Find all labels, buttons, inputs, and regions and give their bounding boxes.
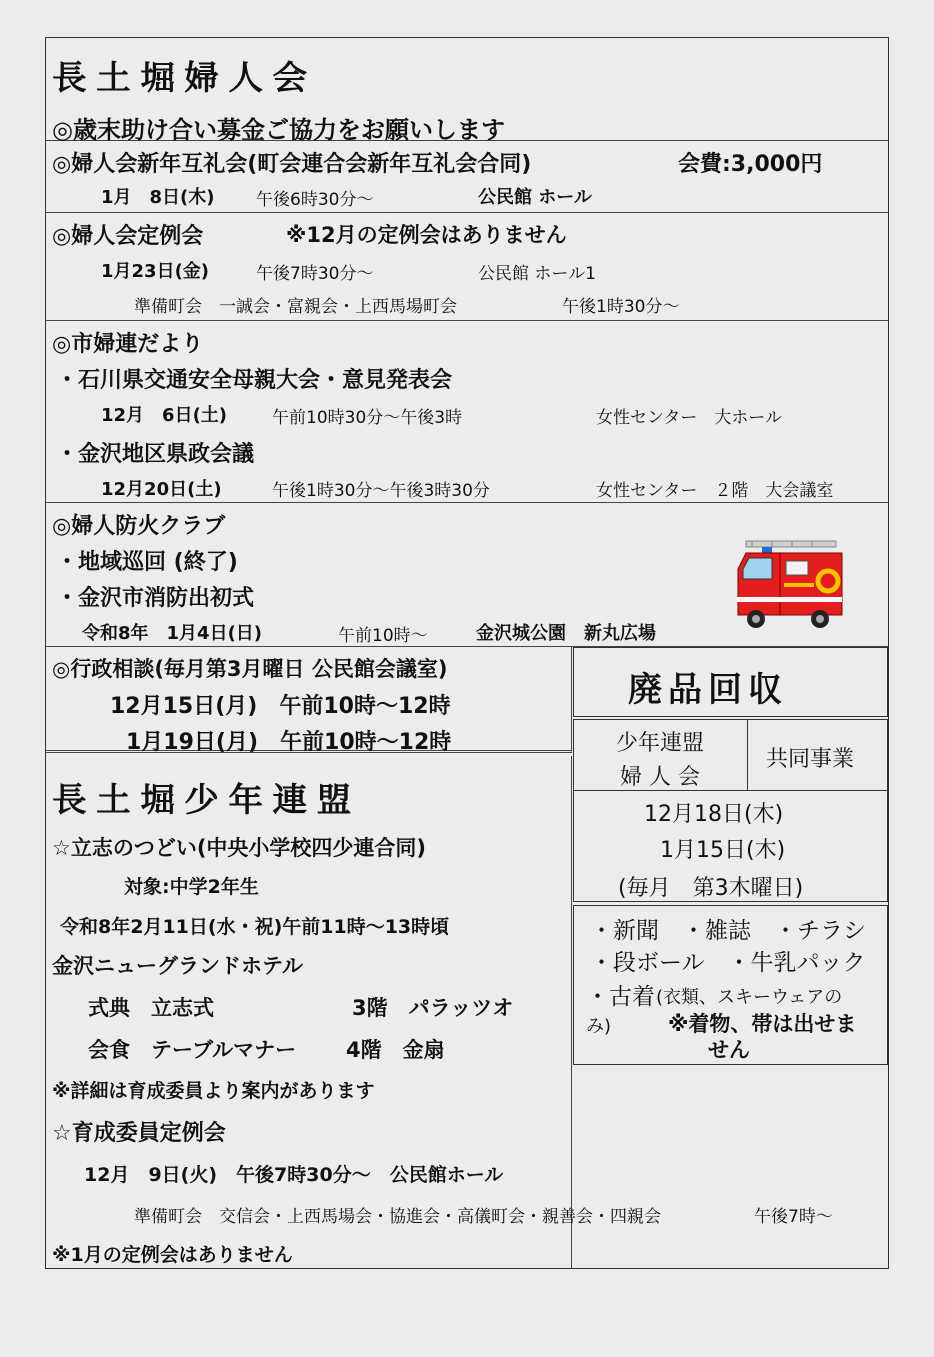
newyear-date: 1月 8日(木)	[101, 187, 215, 208]
haihin-items-line4a: み)	[586, 1016, 612, 1037]
fire-item2-date: 令和8年 1月4日(日)	[82, 623, 263, 644]
haihin-items-line1: ・新聞 ・雑誌 ・チラシ	[590, 918, 866, 944]
consult-date1: 12月15日(月) 午前10時〜12時	[110, 694, 451, 719]
regular-prep-time: 午後1時30分〜	[562, 297, 680, 317]
event1-ceremony-label: 式典 立志式	[88, 996, 214, 1020]
shifuren-item1-time: 午前10時30分〜午後3時	[272, 408, 463, 428]
shifuren-item1-place: 女性センター 大ホール	[596, 408, 782, 428]
haihin-date2: 1月15日(木)	[660, 838, 786, 863]
fire-item2-time: 午前10時〜	[338, 626, 428, 646]
haihin-title-box	[573, 647, 888, 717]
fire-item1: ・地域巡回 (終了)	[56, 550, 238, 575]
fujinkai-title: 長土堀婦人会	[52, 58, 317, 97]
haihin-joint-box	[747, 719, 888, 791]
shifuren-item2-date: 12月20日(土)	[101, 479, 222, 500]
haihin-items-box	[573, 905, 888, 1065]
fire-club-section	[46, 503, 888, 647]
haihin-rule: (毎月 第3木曜日)	[618, 876, 804, 901]
haihin-items-line4b: ※着物、帯は出せま	[668, 1012, 857, 1036]
event1-note: ※詳細は育成委員より案内があります	[52, 1080, 375, 1102]
shifuren-item2: ・金沢地区県政会議	[56, 442, 255, 467]
haihin-orgs-box	[573, 719, 748, 791]
event1-dinner-place: 4階 金扇	[346, 1038, 445, 1062]
shifuren-item2-time: 午後1時30分〜午後3時30分	[272, 481, 490, 501]
shifuren-item1-date: 12月 6日(土)	[101, 405, 228, 426]
newyear-section	[46, 141, 888, 213]
consult-date2: 1月19日(月) 午前10時〜12時	[126, 730, 452, 755]
haihin-title: 廃品回収	[628, 670, 788, 710]
newyear-place: 公民館 ホール	[478, 187, 592, 208]
fire-item2-place: 金沢城公園 新丸広場	[476, 623, 656, 644]
newyear-time: 午後6時30分〜	[256, 190, 374, 210]
event2-prep-time: 午後7時〜	[754, 1207, 833, 1227]
event1-title: ☆立志のつどい(中央小学校四少連合同)	[52, 836, 427, 860]
appeal-text: ◎歳末助け合い募金ご協力をお願いします	[52, 116, 505, 144]
fire-item2: ・金沢市消防出初式	[56, 586, 255, 611]
event1-target: 対象:中学2年生	[124, 876, 259, 898]
haihin-items-line5: せん	[708, 1038, 750, 1062]
newyear-title: ◎婦人会新年互礼会(町会連合会新年互礼会合同)	[52, 152, 532, 177]
regular-note: ※12月の定例会はありません	[286, 223, 567, 247]
shifuren-section	[46, 321, 888, 503]
event1-ceremony-place: 3階 パラッツオ	[352, 996, 514, 1020]
regular-prep: 準備町会 一誠会・富親会・上西馬場町会	[134, 297, 457, 317]
shifuren-item2-place: 女性センター ２階 大会議室	[596, 481, 834, 501]
regular-title: ◎婦人会定例会	[52, 224, 204, 249]
event2-title: ☆育成委員定例会	[52, 1121, 226, 1146]
event2-date: 12月 9日(火) 午後7時30分〜 公民館ホール	[84, 1164, 504, 1186]
event1-datetime: 令和8年2月11日(水・祝)午前11時〜13時頃	[60, 916, 450, 938]
event1-venue: 金沢ニューグランドホテル	[52, 954, 303, 978]
haihin-date1: 12月18日(木)	[644, 802, 784, 827]
shifuren-item1: ・石川県交通安全母親大会・意見発表会	[56, 368, 453, 393]
haihin-joint: 共同事業	[766, 747, 855, 772]
event2-prep: 準備町会 交信会・上西馬場会・協進会・高儀町会・親善会・四親会	[134, 1207, 661, 1227]
haihin-org1: 少年連盟	[616, 731, 705, 756]
haihin-items-line3a: ・古着	[586, 984, 655, 1010]
event2-note: ※1月の定例会はありません	[52, 1244, 293, 1266]
haihin-dates-box	[573, 790, 888, 902]
fire-truck-icon	[732, 539, 848, 631]
shifuren-title: ◎市婦連だより	[52, 332, 204, 357]
regular-place: 公民館 ホール1	[478, 264, 596, 284]
haihin-items-line2: ・段ボール ・牛乳パック	[590, 950, 866, 976]
consult-title: ◎行政相談(毎月第3月曜日 公民館会議室)	[52, 657, 448, 681]
haihin-items-line3b: (衣類、スキーウェアの	[656, 987, 843, 1008]
regular-date: 1月23日(金)	[101, 261, 210, 282]
regular-meeting-section	[46, 213, 888, 321]
regular-time: 午後7時30分〜	[256, 264, 374, 284]
shonen-title: 長土堀少年連盟	[52, 780, 361, 819]
event1-dinner-label: 会食 テーブルマナー	[88, 1038, 297, 1062]
fujinkai-header-section	[46, 38, 888, 144]
fire-title: ◎婦人防火クラブ	[52, 514, 226, 539]
haihin-org2: 婦 人 会	[620, 765, 700, 790]
newyear-fee: 会費:3,000円	[678, 152, 823, 177]
consult-section	[46, 647, 572, 753]
